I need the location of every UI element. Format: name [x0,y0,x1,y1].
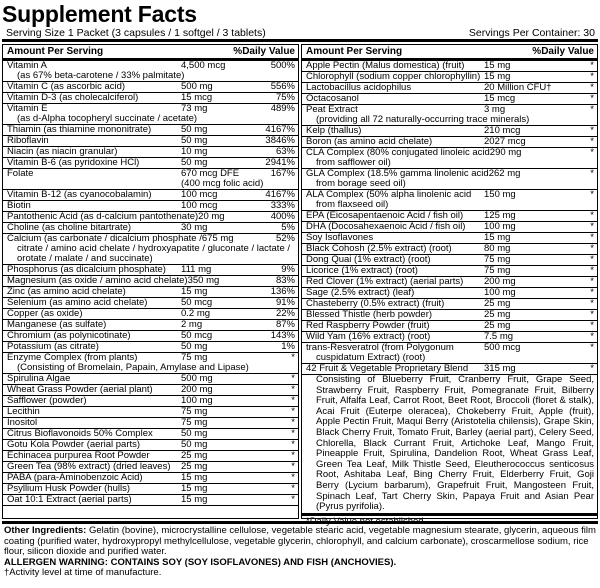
nutrient-daily-value: * [291,428,295,439]
nutrient-row [3,61,298,82]
nutrient-name: Lactobacillus acidophilus [306,82,412,93]
serving-size: Serving Size 1 Packet (3 capsules / 1 softgel / 3 tablets) [6,27,266,39]
nutrient-line [306,332,594,342]
nutrient-daily-value: * [590,298,594,309]
nutrient-amount: 50 mg [181,124,208,135]
nutrient-name: Selenium (as amino acid chelate) [7,297,148,308]
nutrient-amount: 50 mg [181,341,208,352]
nutrient-daily-value: 91% [275,297,295,308]
nutrient-amount: 50 mg [181,135,208,146]
nutrient-daily-value: 2941% [265,157,295,168]
nutrient-amount: 75 mg [484,265,511,276]
nutrient-name: Vitamin D-3 (as cholecalciferol) [7,92,139,103]
nutrient-name: Peat Extract [306,104,358,115]
nutrient-amount: 15 mcg [484,93,516,104]
left-rows [3,61,298,506]
left-column [2,44,299,519]
nutrient-name: Boron (as amino acid chelate) [306,136,433,147]
nutrient-amount: 25 mg [181,450,208,461]
nutrient-detail: citrate / amino acid chelate / hydroxyapatite / gluconate / lactate / orotate / malate / and succinate) [17,243,291,264]
nutrient-amount: 50 mcg [181,297,213,308]
nutrient-name: Manganese (as sulfate) [7,319,107,330]
nutrient-line [7,201,295,211]
nutrient-line [306,211,594,221]
nutrient-line [306,72,594,82]
nutrient-daily-value: * [291,417,295,428]
nutrient-name: PABA (para-Aminobenzoic Acid) [7,472,143,483]
label-title: Supplement Facts [2,1,197,27]
nutrient-line [7,93,295,103]
nutrient-amount: 50 mg [181,439,208,450]
nutrient-line [7,495,295,505]
nutrient-line [306,222,594,232]
nutrient-line [7,158,295,168]
nutrient-detail: (Consisting of Bromelain, Papain, Amylase and Lipase) [17,362,249,373]
nutrient-name: Echinacea purpurea Root Powder [7,450,150,461]
nutrient-name: Chlorophyll (sodium copper chlorophyllin) [306,71,481,82]
nutrient-line [7,265,295,275]
nutrient-name: Licorice (1% extract) (root) [306,265,418,276]
nutrient-daily-value: 63% [275,146,295,157]
nutrient-amount: 670 mcg DFE [181,168,240,179]
nutrient-line [7,418,295,428]
nutrient-row [302,190,597,211]
nutrient-amount: 315 mg [484,363,516,374]
nutrient-amount: 15 mg [181,286,208,297]
nutrient-daily-value: 9% [281,264,295,275]
nutrient-amount: 2027 mcg [484,136,526,147]
nutrient-daily-value: 167% [270,168,295,179]
activity-note: †Activity level at time of manufacture. [4,567,162,578]
nutrient-amount: 75 mg [181,417,208,428]
nutrient-daily-value: 500% [270,60,295,71]
nutrient-amount: 30 mg [181,222,208,233]
nutrient-amount: 4,500 mcg [181,60,226,71]
nutrient-amount: 25 mg [181,461,208,472]
nutrient-daily-value: 333% [270,200,295,211]
nutrient-line [7,429,295,439]
nutrient-line [7,462,295,472]
nutrient-line [7,212,295,222]
nutrient-name: Red Clover (1% extract) (aerial parts) [306,276,464,287]
nutrient-amount: 100 mg [484,221,516,232]
nutrient-name: EPA (Eicosapentaenoic Acid / fish oil) [306,210,464,221]
nutrient-daily-value: * [291,450,295,461]
nutrient-line [306,321,594,331]
nutrient-amount: 15 mg [484,232,511,243]
nutrient-amount: 25 mg [484,309,511,320]
nutrient-name: Vitamin C (as ascorbic acid) [7,81,126,92]
nutrient-amount: 100 mg [484,287,516,298]
nutrient-amount: 15 mcg [181,92,213,103]
nutrient-daily-value: * [590,189,594,200]
nutrient-name: ALA Complex (50% alpha linolenic acid [306,189,472,200]
nutrient-row [3,396,298,407]
nutrient-amount: 50 mg [181,428,208,439]
nutrient-name: Chasteberry (0.5% extract) (fruit) [306,298,445,309]
nutrient-daily-value: 143% [270,330,295,341]
nutrient-line [7,473,295,483]
nutrient-detail-spacer [7,179,181,189]
nutrient-daily-value: * [590,254,594,265]
dv-header: %Daily Value [233,46,295,57]
nutrient-amount: 15 mg [484,71,511,82]
nutrient-daily-value: * [590,93,594,104]
nutrient-name: Pantothenic Acid (as d-calcium pantothenate) [7,211,199,222]
nutrient-name: GLA Complex (18.5% gamma linolenic acid [306,168,489,179]
nutrient-amount: 500 mg [181,81,213,92]
nutrient-name: Citrus Bioflavonoids 50% Complex [7,428,153,439]
nutrient-amount: 200 mg [181,384,213,395]
nutrient-name: Gotu Kola Powder (aerial parts) [7,439,141,450]
right-column [301,44,598,527]
nutrient-amount: 50 mcg [181,330,213,341]
dv-header: %Daily Value [532,46,594,57]
nutrient-amount: 75 mg [181,352,208,363]
nutrient-daily-value: * [291,461,295,472]
nutrient-name: CLA Complex (80% conjugated linoleic acid [306,147,490,158]
nutrient-detail-pad [253,179,295,189]
nutrient-daily-value: * [590,342,594,353]
right-rows [302,61,597,375]
nutrient-amount: 290 mg [489,147,522,158]
nutrient-amount: 111 mg [181,264,212,275]
nutrient-daily-value: * [291,472,295,483]
nutrient-line [7,396,295,406]
nutrient-daily-value: * [590,210,594,221]
nutrient-name: Biotin [7,200,31,211]
nutrient-name: Choline (as choline bitartrate) [7,222,132,233]
amount-header: Amount Per Serving [7,46,104,57]
nutrient-amount: 80 mg [484,243,511,254]
nutrient-daily-value: * [590,276,594,287]
nutrient-row [302,148,597,169]
nutrient-daily-value: * [590,331,594,342]
nutrient-amount: 25 mg [484,320,511,331]
nutrient-line [7,342,295,352]
nutrient-amount: 100 mg [181,395,213,406]
nutrient-daily-value: * [590,168,594,179]
nutrient-daily-value: * [590,309,594,320]
nutrient-name: Sage (2.5% extract) (leaf) [306,287,415,298]
nutrient-name: Red Raspberry Powder (fruit) [306,320,430,331]
nutrient-daily-value: 4167% [265,189,295,200]
nutrient-line [306,299,594,309]
nutrient-amount: 0.2 mg [181,308,211,319]
nutrient-name: Copper (as oxide) [7,308,83,319]
nutrient-line [306,364,594,374]
other-ingredients-text: Gelatin (bovine), microcrystalline cellulose, vegetable stearic acid, vegetable magnesium stearate, glycerin, aqueous film coating (purified water, hydroxypropyl methylcellulose, vegetable glycerin, chlorophyll, and calcium carbonate), croscarmellose sodium, rice flour, silicon dioxide and purified water. [4,525,596,557]
nutrient-daily-value: * [590,221,594,232]
footer [2,521,598,579]
nutrient-name: Enzyme Complex (from plants) [7,352,138,363]
nutrient-detail-text: (400 mcg folic acid) [181,178,264,189]
nutrient-amount: 20 Million CFU† [484,82,552,93]
nutrient-name: Potassium (as citrate) [7,341,99,352]
nutrient-daily-value: 3846% [265,135,295,146]
nutrient-daily-value: 83% [275,275,295,286]
nutrient-line [306,310,594,320]
nutrient-amount: 15 mg [181,472,208,483]
nutrient-amount: 20 mg [198,211,225,222]
nutrient-name: Chromium (as polynicotinate) [7,330,131,341]
nutrient-daily-value: 22% [275,308,295,319]
nutrient-amount: 210 mcg [484,125,521,136]
nutrient-line [306,61,594,71]
nutrient-daily-value: * [590,82,594,93]
nutrient-daily-value: * [291,352,295,363]
nutrient-amount: 500 mg [181,373,213,384]
nutrient-name: Magnesium (as oxide / amino acid chelate) [7,275,188,286]
nutrient-detail: cuspidatum Extract) (root) [316,352,426,363]
nutrient-line [306,288,594,298]
nutrient-detail: (as 67% beta-carotene / 33% palmitate) [17,70,185,81]
nutrient-name: Phosphorus (as dicalcium phosphate) [7,264,166,275]
nutrient-daily-value: * [291,494,295,505]
nutrient-name: Blessed Thistle (herb powder) [306,309,433,320]
nutrient-daily-value: 556% [270,81,295,92]
nutrient-daily-value: * [590,104,594,115]
nutrient-amount: 200 mg [484,276,516,287]
nutrient-name: 42 Fruit & Vegetable Proprietary Blend [306,363,469,374]
nutrient-daily-value: 75% [275,92,295,103]
nutrient-amount: 500 mcg [484,342,521,353]
nutrient-row [3,169,298,190]
nutrient-name: Safflower (powder) [7,395,87,406]
nutrient-line [306,83,594,93]
nutrient-row [302,343,597,364]
nutrient-amount: 2 mg [181,319,203,330]
nutrient-daily-value: * [291,373,295,384]
nutrient-row [3,353,298,374]
nutrient-row [302,169,597,190]
nutrient-row [3,190,298,201]
nutrient-line [7,82,295,92]
nutrient-name: Inositol [7,417,38,428]
serving-info [2,27,598,42]
nutrient-line [306,277,594,287]
nutrient-line [7,190,295,200]
nutrient-line [7,407,295,417]
nutrient-name: Soy Isoflavones [306,232,374,243]
nutrient-row [3,234,298,265]
nutrient-amount: 15 mg [181,494,208,505]
left-column-header [3,45,298,61]
nutrient-name: Vitamin B-12 (as cyanocobalamin) [7,189,152,200]
nutrient-line [306,244,594,254]
nutrient-amount: 7.5 mg [484,331,514,342]
nutrient-name: Green Tea (98% extract) (dried leaves) [7,461,171,472]
nutrient-line [7,331,295,341]
nutrient-amount: 675 mg [201,233,234,244]
nutrient-detail: from borage seed oil) [316,178,406,189]
nutrient-line [7,309,295,319]
nutrient-name: Vitamin B-6 (as pyridoxine HCl) [7,157,140,168]
other-ingredients [4,526,596,558]
allergen-warning: ALLERGEN WARNING: CONTAINS SOY (SOY ISOFLAVONES) AND FISH (ANCHOVIES). [4,556,397,568]
nutrient-name: Psyllium Husk Powder (hulls) [7,483,131,494]
nutrient-name: Thiamin (as thiamine mononitrate) [7,124,152,135]
nutrient-line [7,320,295,330]
nutrient-daily-value: 1% [281,341,295,352]
nutrient-name: Octacosanol [306,93,359,104]
nutrient-daily-value: 400% [270,211,295,222]
nutrient-amount: 100 mcg [181,200,218,211]
nutrient-amount: 10 mg [181,146,208,157]
nutrient-row [3,93,298,104]
nutrient-line [7,451,295,461]
nutrient-line [7,484,295,494]
amount-header: Amount Per Serving [306,46,403,57]
nutrient-amount: 150 mg [484,189,516,200]
nutrient-amount: 75 mg [484,254,511,265]
nutrient-amount: 75 mg [181,406,208,417]
nutrient-name: DHA (Docosahexaenoic Acid / fish oil) [306,221,466,232]
nutrient-name: Black Cohosh (2.5% extract) (root) [306,243,452,254]
other-ingredients-label: Other Ingredients: [4,525,87,536]
nutrient-line [306,94,594,104]
nutrient-line [7,136,295,146]
nutrient-row [3,158,298,169]
nutrient-daily-value: * [590,60,594,71]
right-column-header [302,45,597,61]
nutrient-name: Niacin (as niacin granular) [7,146,118,157]
nutrient-amount: 262 mg [488,168,521,179]
nutrient-daily-value: * [590,265,594,276]
nutrient-line [7,147,295,157]
nutrient-daily-value: * [291,384,295,395]
nutrient-daily-value: * [291,439,295,450]
servings-per-container: Servings Per Container: 30 [468,27,595,39]
nutrient-amount: 100 mcg [181,189,218,200]
nutrient-line [306,255,594,265]
blend-description: Consisting of Blueberry Fruit, Cranberry Fruit, Grape Seed, Strawberry Fruit, Raspberry Fruit, Pomegranate Fruit, Bilberry Fruit, Alfalfa Leaf, Carrot Root, Beet Root, Broccoli (floret & stalk), Acai Fruit (Euterpe oleracea), Chokeberry Fruit, Apple (fruit), Apple Pectin Fruit, Maqui Berry (Aristotelia chilensis), Grape Skin, Black Cherry Fruit, Tomato Fruit, Barley (aerial part), Celery Seed, Chlorella, Black Currant Fruit, Artichoke Leaf, Mango Fruit, Pineapple Fruit, Spirulina, Dandelion Root, Wheat Grass Leaf, Green Tea Leaf, Milk Thistle Seed, Eleutherococcus senticosus Root, Ashitaba Leaf, Bing Cherry Fruit, Elderberry Fruit, Goji Berry (Lycium barbarum), Grapefruit Fruit, Mangosteen Fruit, Spinach Leaf, Tart Cherry Skin, Papaya Fruit and Asian Pear (Pyrus pyrifolia). [302,375,597,516]
nutrient-name: Calcium (as carbonate / dicalcium phosphate / [7,233,202,244]
nutrient-daily-value: * [590,320,594,331]
nutrient-line [306,266,594,276]
nutrient-daily-value: * [590,243,594,254]
daily-value-note: *Daily Value not established. [306,515,427,527]
nutrient-line [7,298,295,308]
nutrient-daily-value: * [590,136,594,147]
nutrient-line [7,374,295,384]
nutrient-row [3,407,298,418]
nutrient-amount: 3 mg [484,104,506,115]
nutrient-amount: 350 mg [187,275,220,286]
nutrient-daily-value: 4167% [265,124,295,135]
nutrient-daily-value: * [590,287,594,298]
nutrient-name: Vitamin A [7,60,47,71]
nutrient-row [3,104,298,125]
nutrient-name: Kelp (thallus) [306,125,362,136]
nutrient-line [306,126,594,136]
nutrient-name: trans-Resveratrol (from Polygonum [306,342,454,353]
nutrient-daily-value: * [291,483,295,494]
nutrient-amount: 15 mg [484,60,511,71]
nutrient-amount: 125 mg [484,210,516,221]
nutrient-name: Dong Quai (1% extract) (root) [306,254,431,265]
nutrient-daily-value: 52% [275,233,295,244]
facts-columns [2,44,598,527]
nutrient-name: Lecithin [7,406,40,417]
nutrient-daily-value: * [291,395,295,406]
nutrient-row [3,495,298,506]
nutrient-detail: from safflower oil) [316,157,391,168]
nutrient-line [7,276,295,286]
nutrient-daily-value: * [590,147,594,158]
nutrient-detail [7,179,295,189]
nutrient-name: Riboflavin [7,135,49,146]
nutrient-daily-value: * [291,406,295,417]
nutrient-daily-value: 489% [270,103,295,114]
nutrient-amount: 15 mg [181,483,208,494]
nutrient-line [306,233,594,243]
nutrient-row [302,105,597,126]
nutrient-amount: 50 mg [181,157,208,168]
nutrient-line [7,440,295,450]
nutrient-daily-value: * [590,363,594,374]
nutrient-detail: (providing all 72 naturally-occurring trace minerals) [316,114,530,125]
nutrient-line [7,287,295,297]
nutrient-name: Oat 10:1 Extract (aerial parts) [7,494,132,505]
nutrient-name: Spirulina Algae [7,373,71,384]
nutrient-line [7,223,295,233]
nutrient-line [306,137,594,147]
nutrient-line [7,385,295,395]
nutrient-detail: (as d-Alpha tocopheryl succinate / acetate) [17,113,198,124]
nutrient-daily-value: 87% [275,319,295,330]
nutrient-name: Folate [7,168,34,179]
nutrient-amount: 25 mg [484,298,511,309]
nutrient-name: Zinc (as amino acid chelate) [7,286,126,297]
nutrient-name: Apple Pectin (Malus domestica) (fruit) [306,60,465,71]
nutrient-daily-value: 136% [270,286,295,297]
nutrient-detail: from flaxseed oil) [316,199,389,210]
nutrient-daily-value: * [590,71,594,82]
nutrient-amount: 73 mg [181,103,208,114]
nutrient-daily-value: * [590,232,594,243]
nutrient-line [7,125,295,135]
nutrient-daily-value: 5% [281,222,295,233]
nutrient-daily-value: * [590,125,594,136]
nutrient-name: Wheat Grass Powder (aerial plant) [7,384,153,395]
nutrient-name: Vitamin E [7,103,48,114]
nutrient-name: Wild Yam (16% extract) (root) [306,331,431,342]
